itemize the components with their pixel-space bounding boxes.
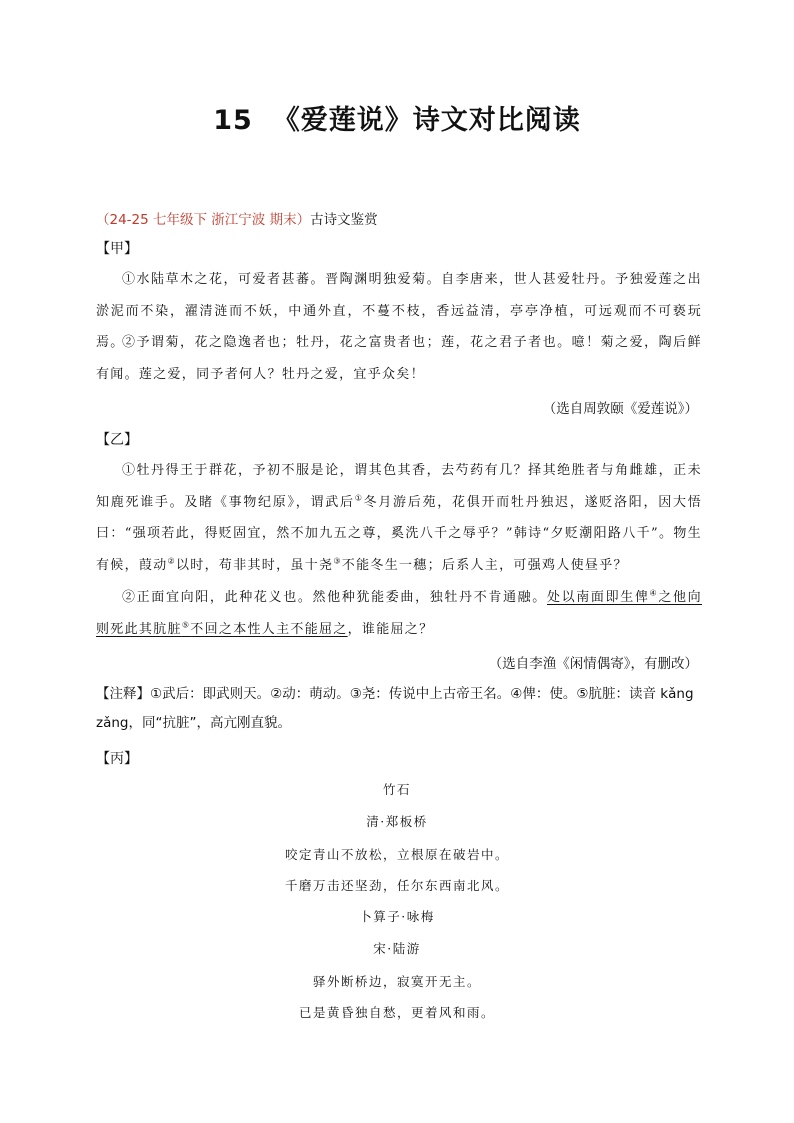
poem2-line-2: 已是黄昏独自愁，更着风和雨。 <box>298 1005 495 1020</box>
poem1-line-1: 咬定青山不放松，立根原在破岩中。 <box>284 847 509 862</box>
yi-paragraph-1 <box>96 455 702 581</box>
yi-attribution: （选自李渔《闲情偶寄》，有删改） <box>488 656 698 672</box>
yi-p1-text-b: 冬月游后苑，花俱开而牡丹独迟，遂贬洛阳，因大悟曰：“强项若此，得贬固宜，然不加九五之尊，奚洗八千之辱乎？”韩诗“夕贬潮阳路八千”。物生有候，葭动 <box>96 494 702 573</box>
section-jia-heading: 【甲】 <box>96 241 138 257</box>
jia-attribution: （选自周敦颐《爱莲说》） <box>542 401 698 417</box>
underlined-part-3: 不回之本性人主不能屈之 <box>190 621 348 637</box>
poem2-line-1: 驿外断桥边，寂寞开无主。 <box>312 974 481 989</box>
jia-paragraph-2: ②予谓菊，花之隐逸者也；牡丹，花之富贵者也；莲，花之君子者也。噫！菊之爱，陶后鲜有闻。莲之爱，同予者何人？牡丹之爱，宜乎众矣！ <box>96 335 702 382</box>
yi-p1-text-a: ①牡丹得王于群花，予初不服是论，谓其色其香，去芍药有几？择其绝胜者与角雌雄，正未知鹿死谁手。及睹《事物纪原》，谓武后 <box>96 463 702 510</box>
yi-p1-text-c: 以时，苟非其时，虽十尧 <box>176 557 334 573</box>
footnote-mark-2: ② <box>167 556 176 566</box>
poem1-line-2: 千磨万击还坚劲，任尔东西南北风。 <box>284 878 509 893</box>
section-bing-heading: 【丙】 <box>96 751 138 767</box>
yi-p2-text-a: ②正面宜向阳，此种花义也。然他种犹能委曲，独牡丹不肯通融。 <box>122 590 547 605</box>
question-type: 古诗文鉴赏 <box>310 212 378 228</box>
underlined-part-2: 之他向则死此其肮脏 <box>96 590 702 637</box>
poem2-title: 卜算子·咏梅 <box>359 909 435 924</box>
poem1-author: 清·郑板桥 <box>366 814 428 829</box>
poem2-author: 宋·陆游 <box>373 941 421 956</box>
notes-text: ①武后：即武则天。②动：萌动。③尧：传说中上古帝王名。④俾：使。⑤肮脏：读音 kǎng zǎng，同“抗脏”，高亢刚直貌。 <box>96 686 694 731</box>
underlined-part-1: 处以南面即生俾 <box>546 590 650 605</box>
annotation-notes <box>96 680 704 738</box>
yi-p1-text-d: 不能冬生一穗；后系人主，可强鸡人使昼乎？ <box>341 557 628 573</box>
footnote-mark-1: ① <box>354 493 364 503</box>
footnote-mark-3: ③ <box>333 556 342 566</box>
section-yi-heading: 【乙】 <box>96 432 138 448</box>
yi-paragraph-2 <box>96 582 702 645</box>
title-number: 15 <box>213 105 253 136</box>
footnote-mark-4: ④ <box>649 588 659 598</box>
question-source-line <box>96 208 378 228</box>
poem1-title: 竹石 <box>382 782 411 797</box>
source-tag: （24-25 七年级下 浙江宁波 期末） <box>96 212 311 228</box>
jia-paragraph-1: ①水陆草木之花，可爱者甚蕃。晋陶渊明独爱菊。自李唐来，世人甚爱牡丹。予独爱莲之出淤泥而不染，濯清涟而不妖，中通外直，不蔓不枝，香远益清，亭亭净植，可远观而不可亵玩焉。 <box>96 272 702 350</box>
notes-label: 【注释】 <box>96 686 150 702</box>
page-title <box>0 98 794 137</box>
title-text: 《爱莲说》诗文对比阅读 <box>272 105 581 136</box>
footnote-mark-5: ⑤ <box>181 620 191 630</box>
yi-p2-text-b: ，谁能屈之？ <box>347 621 434 637</box>
